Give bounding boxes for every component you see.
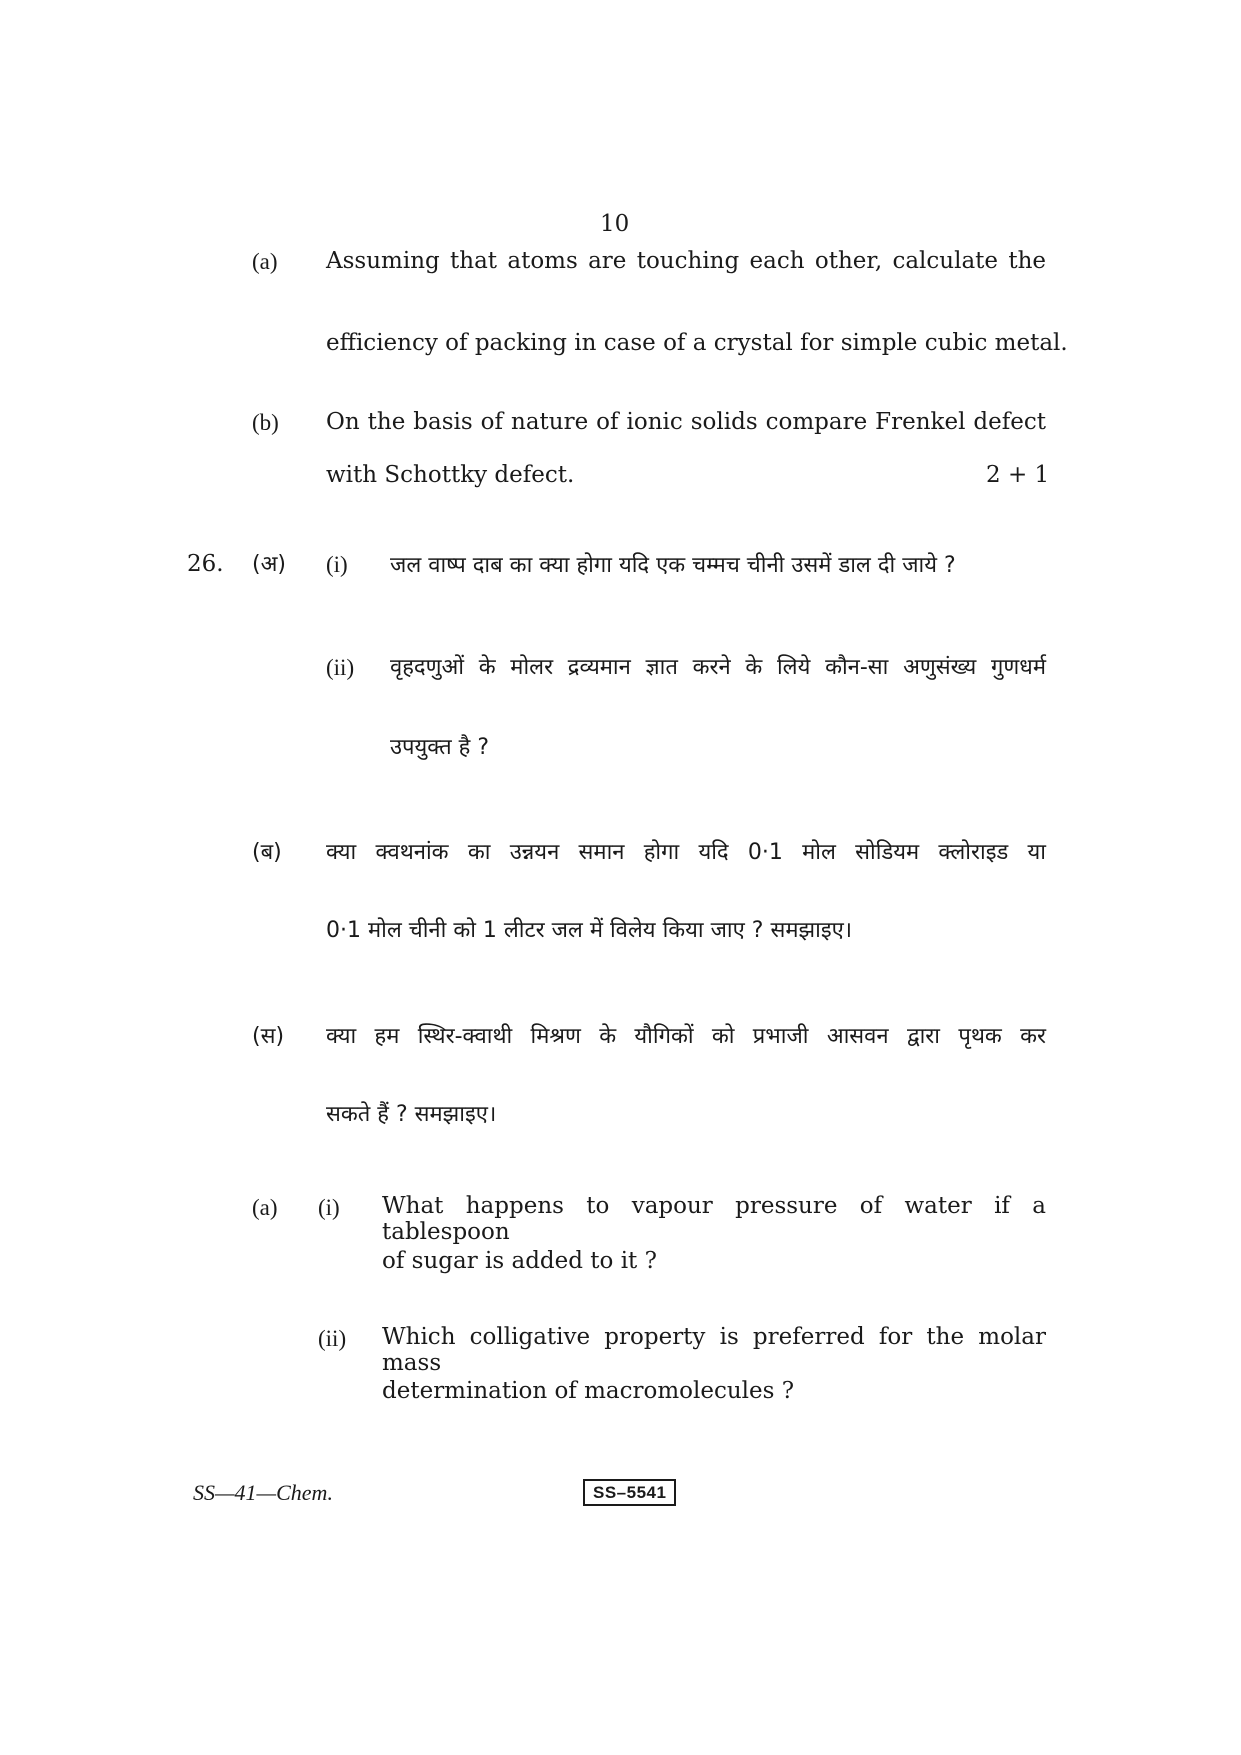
q26-eng-a-i-line1: What happens to vapour pressure of water if a tablespoon <box>382 1193 1046 1245</box>
q26-hindi-c-label: (स) <box>252 1024 285 1049</box>
q26-hindi-a-ii-line1: वृहदणुओं के मोलर द्रव्यमान ज्ञात करने के लिये कौन-सा अणुसंख्य गुणधर्म <box>390 655 1046 680</box>
q26-hindi-a-ii-line2: उपयुक्त है ? <box>390 735 489 760</box>
q26-hindi-c-line1: क्या हम स्थिर-क्वाथी मिश्रण के यौगिकों को प्रभाजी आसवन द्वारा पृथक कर <box>326 1024 1046 1049</box>
page-number: 10 <box>600 211 630 237</box>
q26-eng-a-i-line2: of sugar is added to it ? <box>382 1248 657 1274</box>
q26-number: 26. <box>187 551 224 577</box>
q26-hindi-b-line1: क्या क्वथनांक का उन्नयन समान होगा यदि 0·1 मोल सोडियम क्लोराइड या <box>326 840 1046 865</box>
q26-eng-a-ii-line2: determination of macromolecules ? <box>382 1378 795 1404</box>
q25-a-line2: efficiency of packing in case of a crystal for simple cubic metal. <box>326 330 1068 356</box>
q26-hindi-a-i-label: (i) <box>326 552 348 577</box>
q25-b-line2: with Schottky defect. <box>326 462 575 488</box>
q25-a-label: (a) <box>252 249 278 274</box>
q25-marks: 2 + 1 <box>986 462 1050 488</box>
q25-b-line1: On the basis of nature of ionic solids compare Frenkel defect <box>326 409 1046 435</box>
footer-left: SS—41—Chem. <box>193 1480 333 1505</box>
q26-eng-a-ii-line1: Which colligative property is preferred for the molar mass <box>382 1324 1046 1376</box>
q26-hindi-b-label: (ब) <box>252 840 282 865</box>
q25-b-label: (b) <box>252 410 279 435</box>
q25-a-line1: Assuming that atoms are touching each other, calculate the <box>326 248 1046 274</box>
q26-hindi-a-i-text: जल वाष्प दाब का क्या होगा यदि एक चम्मच चीनी उसमें डाल दी जाये ? <box>390 553 956 578</box>
q26-eng-a-i-label: (i) <box>318 1195 340 1220</box>
footer-code-box: SS–5541 <box>583 1479 676 1506</box>
q26-hindi-c-line2: सकते हैं ? समझाइए। <box>326 1102 497 1127</box>
q26-eng-a-ii-label: (ii) <box>318 1326 347 1351</box>
q26-hindi-b-line2: 0·1 मोल चीनी को 1 लीटर जल में विलेय किया जाए ? समझाइए। <box>326 918 853 943</box>
q26-eng-a-label: (a) <box>252 1195 278 1220</box>
q26-hindi-a-label: (अ) <box>252 552 286 577</box>
q26-hindi-a-ii-label: (ii) <box>326 655 355 680</box>
